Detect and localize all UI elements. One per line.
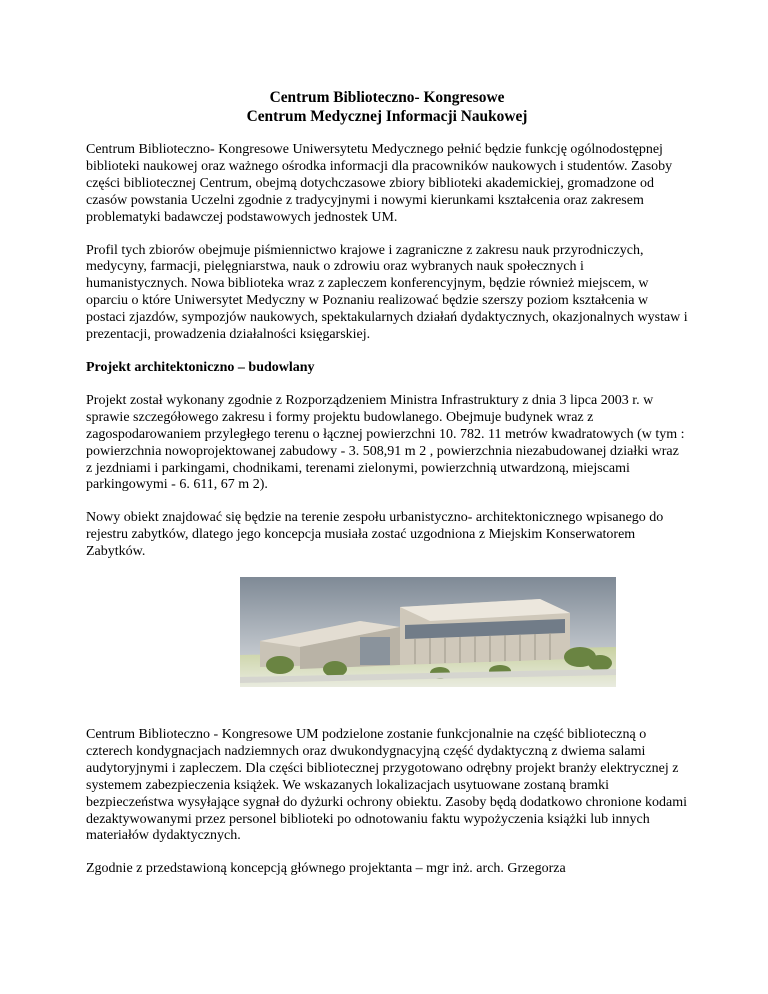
paragraph-functional-division: Centrum Biblioteczno - Kongresowe UM podzielone zostanie funkcjonalnie na część biblioteczną o czterech kondygnacjach nadziemnych oraz dwukondygnacyjną część dydaktyczną z dwiema salami audytoryjnymi i zapleczem. Dla części bibliotecznej przygotowano odrębny projekt branży elektrycznej z systemem zabezpieczenia książek. We wskazanych lokalizacjach usytuowane zostaną bramki bezpieczeństwa wysyłające sygnał do dyżurki ochrony obiektu. Zasoby będą dodatkowo chronione kodami dezaktywowanymi przez personel biblioteki po odnotowaniu faktu wypożyczenia książki lub innych materiałów dydaktycznych.: [86, 727, 688, 844]
title-line-2: Centrum Medycznej Informacji Naukowej: [246, 108, 528, 125]
paragraph-concept: Zgodnie z przedstawioną koncepcją głównego projektanta – mgr inż. arch. Grzegorza: [86, 861, 566, 877]
title-line-1: Centrum Biblioteczno- Kongresowe: [269, 89, 505, 106]
document-title: [86, 88, 688, 126]
entrance: [360, 637, 390, 665]
paragraph-project: Projekt został wykonany zgodnie z Rozporządzeniem Ministra Infrastruktury z dnia 3 lipca 2003 r. w sprawie szczegółowego zakresu i formy projektu budowlanego. Obejmuje budynek wraz z zagospodarowaniem przyległego terenu o łącznej powierzchni 10. 782. 11 metrów kwadratowych (w tym : powierzchnia nowoprojektowanej zabudowy - 3. 508,91 m 2 , powierzchnia niezabudowanej działki wraz z jezdniami i parkingami, chodnikami, terenami zielonymi, powierzchnią utwardzoną, miejscami parkingowymi - 6. 611, 67 m 2).: [86, 392, 685, 493]
section-heading: Projekt architektoniczno – budowlany: [86, 359, 315, 375]
paragraph-intro: Centrum Biblioteczno- Kongresowe Uniwersytetu Medycznego pełnić będzie funkcję ogólnodostępnej biblioteki naukowej oraz ważnego ośrodka informacji dla pracowników naukowych i studentów. Zasoby części bibliotecznej Centrum, obejmą dotychczasowe zbiory biblioteki akademickiej, gromadzone od czasów powstania Uczelni zgodnie z tradycyjnymi i nowymi kierunkami kształcenia oraz zakresem problematyki badawczej podstawowych jednostek UM.: [86, 142, 673, 225]
building-rendering-image: [240, 577, 616, 687]
building-rendering-svg: [240, 577, 616, 687]
paragraph-collection-profile: Profil tych zbiorów obejmuje piśmiennictwo krajowe i zagraniczne z zakresu nauk przyrodniczych, medycyny, farmacji, pielęgniarstwa, nauk o zdrowiu oraz wybranych nauk społecznych i humanistycznych. Nowa biblioteka wraz z zapleczem konferencyjnym, będzie również miejscem, w oparciu o które Uniwersytet Medyczny w Poznaniu realizować będzie szerszy poziom kształcenia w postaci zjazdów, sympozjów naukowych, spektakularnych działań dydaktycznych, okazjonalnych wystaw i prezentacji, prowadzenia działalności księgarskiej.: [86, 242, 688, 343]
paragraph-location: Nowy obiekt znajdować się będzie na terenie zespołu urbanistyczno- architektonicznego wpisanego do rejestru zabytków, dlatego jego koncepcja musiała zostać uzgodniona z Miejskim Konserwatorem Zabytków.: [86, 510, 664, 560]
